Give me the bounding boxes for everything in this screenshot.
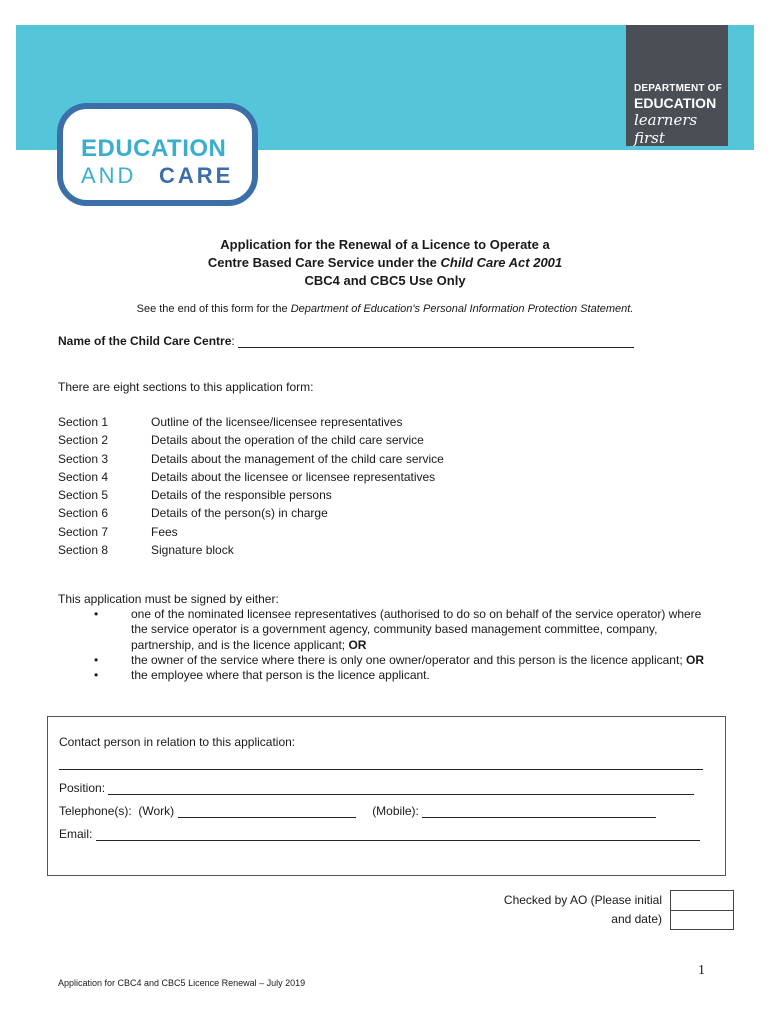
logo-education-text: EDUCATION (81, 135, 227, 162)
centre-name-input-line[interactable] (238, 335, 634, 348)
doe-logo-line2: EDUCATION (634, 95, 717, 111)
signing-option-item (84, 607, 704, 653)
position-input-line[interactable] (108, 782, 694, 795)
section-description: Details of the person(s) in charge (151, 506, 328, 521)
contact-person-heading: Contact person in relation to this application: (59, 735, 296, 749)
ao-box-divider (671, 910, 733, 911)
centre-name-field (58, 334, 634, 348)
email-input-line[interactable] (96, 828, 700, 841)
logo-and-text: AND (81, 163, 137, 188)
telephone-label: Telephone(s): (59, 804, 132, 818)
checked-by-ao-line2: and date) (611, 912, 662, 926)
work-phone-input-line[interactable] (178, 805, 356, 818)
section-label: Section 8 (58, 543, 109, 558)
section-description: Details about the management of the child care service (151, 451, 444, 466)
signing-option-text: the employee where that person is the licence applicant. (131, 668, 430, 683)
section-description: Details of the responsible persons (151, 488, 332, 503)
title-line2-text: Centre Based Care Service under the (207, 255, 441, 270)
signing-option-item (84, 653, 704, 668)
bullet-icon: • (94, 652, 99, 667)
signing-option-or: OR (685, 652, 704, 667)
privacy-statement-reference: Department of Education's Personal Information Protection Statement. (290, 303, 634, 315)
doe-logo-line1: DEPARTMENT OF (634, 83, 722, 94)
bullet-icon: • (94, 668, 99, 683)
privacy-note (0, 303, 770, 315)
section-label: Section 4 (58, 469, 109, 484)
signing-option-or: OR (348, 637, 367, 652)
sections-intro: There are eight sections to this application form: (58, 380, 314, 394)
telephone-field (59, 804, 656, 818)
bullet-icon: • (94, 607, 99, 621)
section-label: Section 7 (58, 524, 109, 539)
contact-person-input-line[interactable] (59, 755, 703, 770)
checked-by-ao-label (504, 891, 662, 929)
form-title-line1: Application for the Renewal of a Licence to Operate a (220, 237, 550, 252)
section-label: Section 1 (58, 415, 109, 429)
education-and-care-logo (57, 103, 258, 206)
section-label: Section 3 (58, 451, 109, 466)
centre-name-colon: : (231, 334, 235, 348)
section-description: Details about the licensee or licensee representatives (151, 469, 436, 484)
mobile-label: (Mobile): (372, 804, 419, 818)
logo-care-text: CARE (159, 163, 234, 188)
signing-option-text: one of the nominated licensee representatives (authorised to do so on behalf of the service operator) where the service operator is a government agency, community based management committee, company, partnership, and is the licence applicant; (131, 607, 702, 652)
email-label: Email: (59, 827, 93, 841)
contact-person-box (47, 716, 726, 876)
doe-logo-tagline: learners first (634, 111, 698, 147)
section-description: Signature block (151, 543, 234, 558)
email-field (59, 827, 700, 841)
section-label: Section 2 (58, 433, 109, 448)
department-of-education-logo (626, 25, 728, 146)
checked-by-ao-line1: Checked by AO (Please initial (503, 893, 662, 907)
section-label: Section 5 (58, 488, 109, 503)
signing-requirement-intro: This application must be signed by either: (58, 592, 279, 606)
section-label: Section 6 (58, 506, 109, 521)
page-footer: Application for CBC4 and CBC5 Licence Renewal – July 2019 (58, 978, 306, 988)
title-act-name: Child Care Act 2001 (440, 255, 563, 270)
signing-options-list (84, 607, 704, 683)
signing-option-text: the owner of the service where there is only one owner/operator and this person is the licence applicant; (131, 652, 686, 667)
signing-option-item (84, 668, 704, 683)
mobile-phone-input-line[interactable] (422, 805, 656, 818)
centre-name-label: Name of the Child Care Centre (58, 334, 232, 348)
work-label: (Work) (138, 804, 175, 818)
position-field (59, 781, 694, 795)
form-title-line3: CBC4 and CBC5 Use Only (304, 273, 466, 288)
ao-initial-date-box[interactable] (670, 890, 734, 930)
page-number: 1 (698, 963, 705, 978)
position-label: Position: (59, 781, 106, 795)
privacy-note-text: See the end of this form for the (136, 303, 291, 315)
form-title-line2 (0, 255, 770, 270)
section-description: Outline of the licensee/licensee representatives (151, 415, 403, 429)
section-description: Fees (151, 524, 178, 539)
section-description: Details about the operation of the child care service (151, 433, 424, 448)
